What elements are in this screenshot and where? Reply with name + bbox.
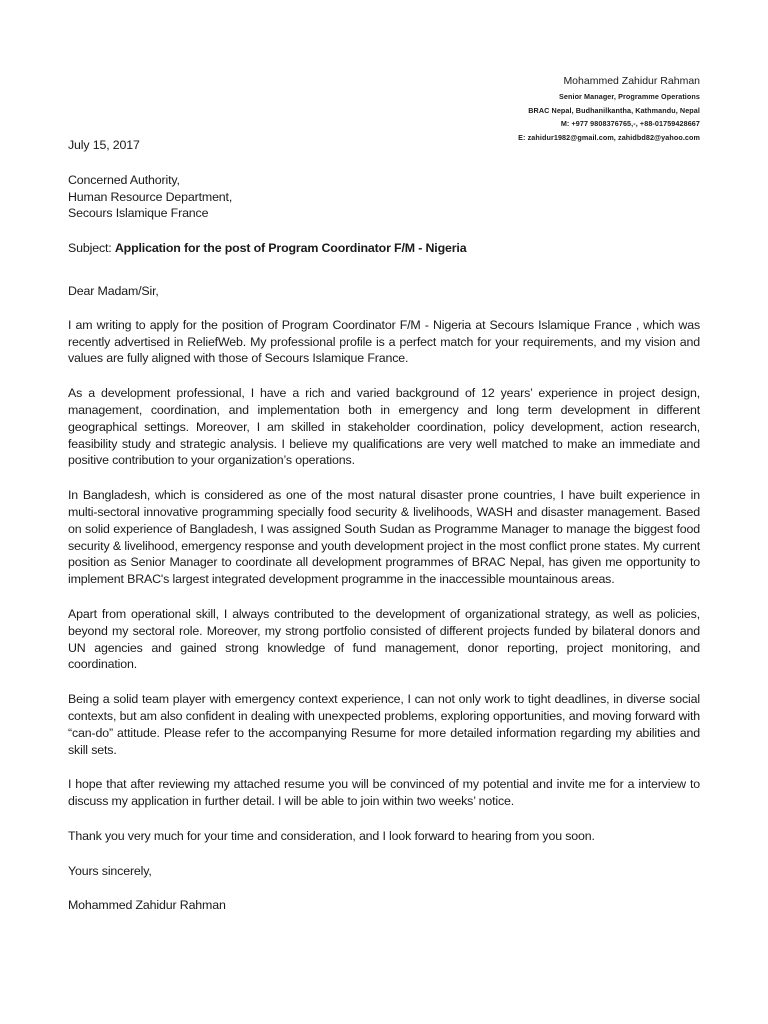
- body-paragraph: In Bangladesh, which is considered as one of the most natural disaster prone countries, I have built experience in multi-sectoral innovative programming specially food security & livelihoods, WASH and disaster management. Based on solid experience of Bangladesh, I was assigned South Sudan as Programme Manager to manage the biggest food security & livelihood, emergency response and youth development project in the most conflict prone states. My current position as Senior Manager to coordinate all development programmes of BRAC Nepal, has given me opportunity to implement BRAC's largest integrated development programme in the inaccessible mountainous areas.: [68, 488, 700, 587]
- recipient-line: Concerned Authority,: [68, 172, 180, 187]
- sender-name: Mohammed Zahidur Rahman: [563, 75, 700, 87]
- body-paragraph: Apart from operational skill, I always contributed to the development of organizational strategy, as well as policies, beyond my sectoral role. Moreover, my strong portfolio consisted of different projects funded by bilateral donors and UN agencies and gained strong knowledge of fund management, donor reporting, project monitoring, and coordination.: [68, 606, 700, 672]
- letter-body: [68, 137, 700, 913]
- sender-organization: BRAC Nepal, Budhanilkantha, Kathmandu, Nepal: [528, 105, 700, 115]
- body-paragraph: Thank you very much for your time and consideration, and I look forward to hearing from you soon.: [68, 828, 595, 843]
- letter-date: July 15, 2017: [68, 138, 140, 152]
- body-paragraph: I hope that after reviewing my attached resume you will be convinced of my potential and invite me for a interview to discuss my application in further detail. I will be able to join within two weeks’ notice.: [68, 777, 700, 809]
- signature-name: Mohammed Zahidur Rahman: [68, 897, 226, 912]
- sender-phone: M: +977 9808376765,-, +88-01759428667: [560, 119, 700, 128]
- recipient-line: Secours Islamique France: [68, 206, 209, 221]
- closing: Yours sincerely,: [68, 863, 152, 878]
- subject-label: Subject:: [68, 241, 112, 256]
- body-paragraph: As a development professional, I have a rich and varied background of 12 years’ experience in project design, management, coordination, and implementation both in emergency and long term development in different geographical settings. Moreover, I am skilled in stakeholder coordination, policy development, action research, feasibility study and strategic analysis. I believe my qualifications are very well matched to make an immediate and positive contribution to your organization’s operations.: [68, 386, 700, 468]
- body-paragraph: I am writing to apply for the position of Program Coordinator F/M - Nigeria at Secours Islamique France , which was recently advertised in ReliefWeb. My professional profile is a perfect match for your requirements, and my vision and values are fully aligned with those of Secours Islamique France.: [68, 317, 700, 366]
- recipient-line: Human Resource Department,: [68, 189, 233, 204]
- sender-email: E: zahidur1982@gmail.com, zahidbd82@yahoo.com: [518, 132, 700, 142]
- subject-text: Application for the post of Program Coordinator F/M - Nigeria: [114, 241, 467, 256]
- sender-title: Senior Manager, Programme Operations: [558, 92, 700, 101]
- sender-block: [518, 75, 700, 144]
- recipient-block: [68, 172, 700, 222]
- body-paragraph: Being a solid team player with emergency context experience, I can not only work to tight deadlines, in diverse social contexts, but am also confident in dealing with unexpected problems, exploring opportunities, and moving forward with “can-do” attitude. Please refer to the accompanying Resume for more detailed information regarding my abilities and skill sets.: [68, 692, 700, 757]
- greeting: Dear Madam/Sir,: [68, 283, 159, 298]
- subject-line: [68, 240, 700, 257]
